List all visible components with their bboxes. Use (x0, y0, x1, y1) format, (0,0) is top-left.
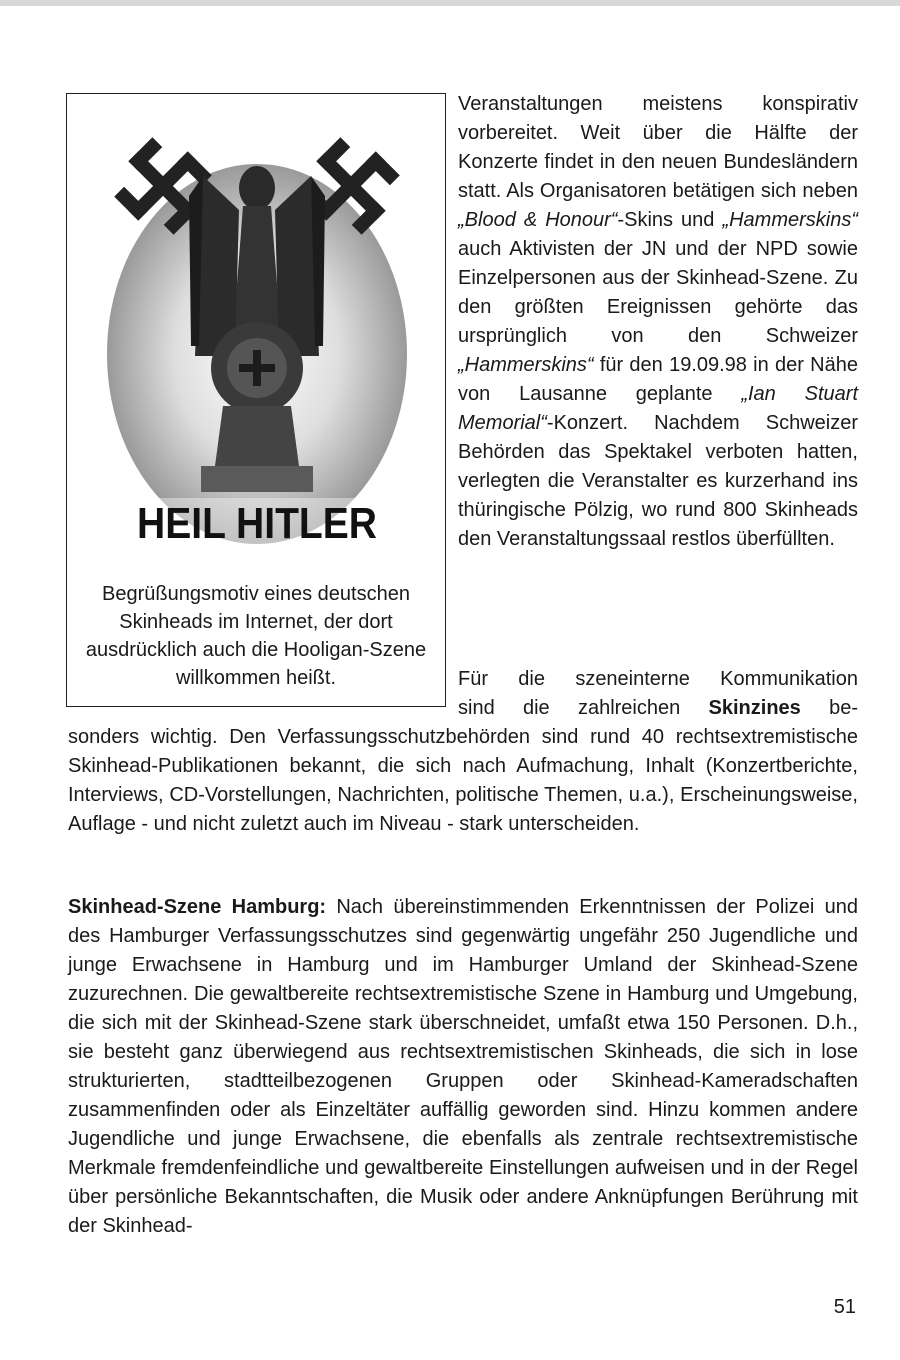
page-number: 51 (833, 1296, 856, 1318)
text-run: für den 19.09.98 in der Nähe von Lausanne geplante (458, 354, 858, 405)
text-run: be- (800, 697, 858, 719)
paragraph-skinzines: sonders wichtig. Den Verfassungsschutzbehörden sind rund 40 rechtsextremistische Skinhead-Publikationen bekannt, die sich nach Aufmachung, Inhalt (Konzertberichte, Interviews, CD-Vorstellungen, Nachrichten, politische Themen, u.a.), Erscheinungsweise, Auflage - und nicht zuletzt auch im Niveau - stark unterscheiden. (68, 726, 858, 835)
paragraph-body: Nach übereinstimmenden Erkenntnissen der Polizei und des Hamburger Verfassungsschutzes sind gegenwärtig ungefähr 250 Jugendliche und junge Erwachsene in Hamburg und im Hamburger Umland der Skinhead-Szene zuzurechnen. Die gewaltbereite rechtsextremistische Szene in Hamburg und Umgebung, die sich mit der Skinhead-Szene stark überschneidet, umfaßt etwa 150 Personen. D.h., sie besteht ganz überwiegend aus rechtsextremistischen Skinheads, die sich in lose strukturierten, stadtteilbezogenen Gruppen oder Skinhead-Kameradschaften zusammenfinden oder als Einzeltäter auffällig geworden sind. Hinzu kommen andere Jugendliche und junge Erwachsene, die ebenfalls als zentrale rechtsextremistische Merkmale fremdenfeindliche und gewaltbereite Einstellungen aufweisen und in der Regel über persönliche Bekanntschaften, die Musik oder andere Anknüpfungen Berührung mit der Skinhead- (68, 896, 858, 1237)
figure-box (66, 93, 446, 707)
text-run: -Skins und (617, 209, 723, 231)
text-line (458, 694, 858, 723)
text-run: auch Aktivisten der JN und der NPD sowie Einzelpersonen aus der Skinhead-Szene. Zu den größten Ereignissen gehörte das ursprünglich von den Schweizer (458, 238, 858, 347)
paragraph-hamburg (68, 893, 858, 1241)
text-run: Veranstaltungen meistens konspirativ vorbereitet. Weit über die Hälfte der Konzerte findet in den neuen Bundesländern statt. Als Organisatoren betätigen sich neben (458, 93, 858, 202)
figure-image-text: HEIL HITLER (137, 499, 377, 548)
italic-name: „Hammerskins“ (722, 209, 858, 231)
skinzines-intro (458, 665, 858, 723)
text-run: sind die zahlreichen (458, 697, 709, 719)
right-column (458, 90, 858, 554)
italic-name: „Ian Stuart Memorial“ (458, 383, 858, 434)
scan-top-edge (0, 0, 900, 6)
bold-term: Skinzines (708, 697, 801, 719)
right-column-paragraph (458, 90, 858, 554)
text-run: -Konzert. Nachdem Schweizer Behörden das Spektakel verboten hatten, verlegten die Veranstalter es kurzerhand ins thüringische Pölzig, wo rund 800 Skinheads den Veranstaltungssaal restlos überfüllten. (458, 412, 858, 550)
figure-image (103, 106, 411, 578)
section-heading: Skinhead-Szene Hamburg: (68, 896, 327, 918)
italic-name: „Blood & Honour“ (458, 209, 618, 231)
figure-caption: Begrüßungsmotiv eines deutschen Skinheads im Internet, der dort ausdrücklich auch die Hooligan-Szene willkommen heißt. (85, 583, 427, 689)
italic-name: „Hammerskins“ (458, 354, 594, 376)
text-line: Für die szeneinterne Kommunikation (458, 668, 858, 690)
